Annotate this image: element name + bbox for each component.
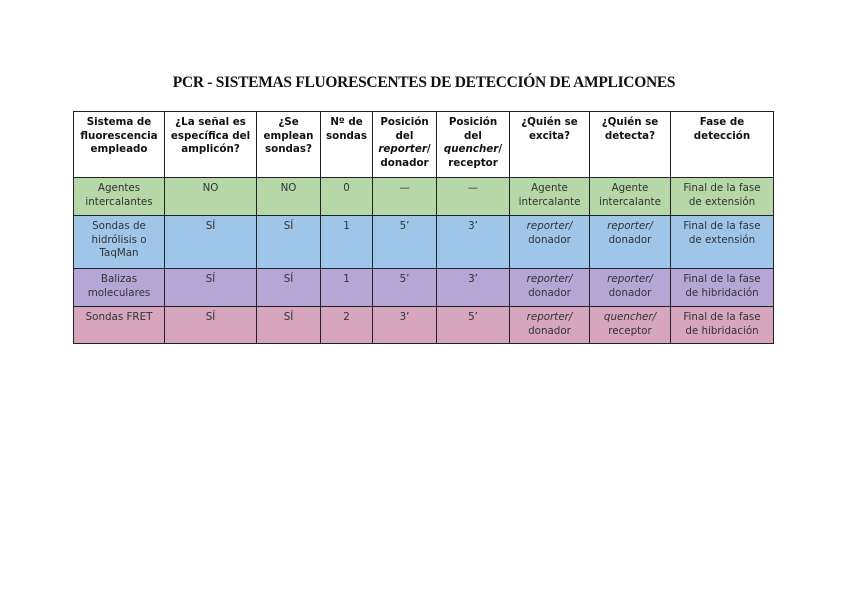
cell-text: de hibridación	[685, 324, 759, 337]
table-cell	[437, 178, 510, 216]
table-cell	[165, 307, 257, 344]
cell-text: hidrólisis o	[91, 233, 147, 246]
cell-text: sondas	[326, 129, 367, 142]
cell-text: ¿Se	[278, 116, 299, 128]
cell-text: intercalantes	[85, 195, 153, 208]
column-header	[373, 112, 437, 178]
table-cell	[165, 269, 257, 307]
column-header	[437, 112, 510, 178]
table-cell	[510, 307, 590, 344]
cell-text: excita?	[528, 129, 571, 142]
cell-text: receptor	[608, 324, 652, 337]
table-cell	[321, 269, 373, 307]
cell-text: moleculares	[87, 286, 151, 299]
cell-text: Posición	[380, 116, 429, 128]
document-title: PCR - SISTEMAS FLUORESCENTES DE DETECCIÓN DE AMPLICONES	[172, 74, 676, 91]
cell-text: reporter/	[526, 273, 573, 285]
cell-text: SÍ	[283, 220, 294, 232]
table-row	[74, 178, 774, 216]
cell-text: donador	[528, 324, 571, 337]
table-header-row	[74, 112, 774, 178]
cell-text: SÍ	[205, 273, 216, 285]
table-cell	[590, 269, 671, 307]
cell-text: donador	[528, 233, 571, 246]
table-cell	[74, 269, 165, 307]
cell-text: específica del	[170, 129, 251, 142]
table-cell	[373, 216, 437, 269]
cell-text: NO	[202, 182, 219, 194]
cell-text: —	[467, 182, 479, 194]
table-cell	[671, 307, 774, 344]
column-header	[165, 112, 257, 178]
cell-text: de extensión	[688, 233, 756, 246]
cell-text: de hibridación	[685, 286, 759, 299]
table-cell	[671, 269, 774, 307]
cell-text: Agente	[611, 182, 649, 194]
table-cell	[321, 216, 373, 269]
table-cell	[257, 269, 321, 307]
table-cell	[510, 216, 590, 269]
table-cell	[590, 307, 671, 344]
table-cell	[321, 178, 373, 216]
cell-text: reporter/	[607, 220, 653, 232]
cell-text: ¿Quién se	[601, 116, 659, 128]
table-cell	[437, 269, 510, 307]
column-header	[74, 112, 165, 178]
cell-text: NO	[280, 182, 297, 194]
cell-text: detecta?	[604, 129, 656, 142]
cell-text: Posición	[448, 116, 498, 128]
cell-text: 3’	[468, 273, 478, 285]
cell-text: Agente	[531, 182, 568, 194]
column-header	[257, 112, 321, 178]
cell-text: del	[464, 129, 482, 142]
cell-text: receptor	[448, 156, 498, 169]
column-header	[510, 112, 590, 178]
cell-text: de extensión	[688, 195, 756, 208]
cell-text: 1	[343, 220, 350, 232]
cell-text: Balizas	[100, 273, 138, 285]
cell-text: SÍ	[205, 311, 216, 323]
cell-text: reporter	[378, 143, 427, 155]
cell-text: SÍ	[205, 220, 216, 232]
cell-text: donador	[608, 233, 652, 246]
cell-text: reporter/	[526, 311, 573, 323]
cell-text: Final de la fase	[683, 182, 761, 194]
cell-text: donador	[380, 156, 429, 169]
table-cell	[671, 216, 774, 269]
cell-text: Fase de	[699, 116, 745, 128]
cell-text: reporter/	[607, 273, 653, 285]
cell-text: /	[498, 143, 503, 155]
cell-text: donador	[528, 286, 571, 299]
table-cell	[590, 178, 671, 216]
cell-text: del	[395, 129, 414, 142]
cell-text: 3’	[468, 220, 478, 232]
cell-text: Final de la fase	[683, 220, 761, 232]
table-cell	[74, 216, 165, 269]
table-cell	[373, 307, 437, 344]
table-row	[74, 307, 774, 344]
cell-text: Final de la fase	[683, 273, 761, 285]
cell-text: quencher	[443, 143, 499, 155]
cell-text: Final de la fase	[683, 311, 761, 323]
table-row	[74, 216, 774, 269]
cell-text: intercalante	[599, 195, 661, 208]
table-cell	[510, 269, 590, 307]
cell-text: intercalante	[518, 195, 581, 208]
table-cell	[74, 307, 165, 344]
cell-text: empleado	[90, 143, 148, 155]
table-cell	[257, 216, 321, 269]
cell-text: sondas?	[265, 143, 312, 155]
cell-text: emplean	[263, 129, 314, 142]
table-cell	[321, 307, 373, 344]
cell-text: Sondas de	[92, 220, 146, 232]
cell-text: 5’	[468, 311, 478, 323]
cell-text: 5’	[399, 273, 410, 285]
cell-text: ¿Quién se	[521, 116, 578, 128]
cell-text: —	[399, 182, 410, 194]
fluorescence-systems-table	[73, 111, 774, 344]
column-header	[590, 112, 671, 178]
cell-text: ¿La señal es	[175, 116, 246, 128]
cell-text: reporter/	[526, 220, 573, 232]
table-cell	[437, 216, 510, 269]
table-cell	[373, 269, 437, 307]
table-cell	[165, 216, 257, 269]
column-header	[671, 112, 774, 178]
cell-text: 5’	[399, 220, 410, 232]
cell-text: 3’	[399, 311, 410, 323]
column-header	[321, 112, 373, 178]
table-cell	[437, 307, 510, 344]
cell-text: Sondas FRET	[85, 311, 153, 323]
table-cell	[590, 216, 671, 269]
cell-text: amplicón?	[181, 143, 240, 155]
table-cell	[257, 307, 321, 344]
cell-text: Agentes	[97, 182, 141, 194]
cell-text: /	[426, 143, 431, 155]
cell-text: 2	[343, 311, 350, 323]
table-row	[74, 269, 774, 307]
table-cell	[671, 178, 774, 216]
cell-text: 0	[343, 182, 350, 194]
cell-text: SÍ	[283, 273, 294, 285]
cell-text: SÍ	[283, 311, 294, 323]
cell-text: Sistema de	[86, 116, 152, 128]
table-cell	[74, 178, 165, 216]
cell-text: quencher/	[603, 311, 657, 323]
cell-text: Nº de	[330, 116, 363, 128]
cell-text: detección	[693, 129, 751, 142]
cell-text: donador	[608, 286, 652, 299]
cell-text: 1	[343, 273, 350, 285]
table-cell	[165, 178, 257, 216]
cell-text: fluorescencia	[80, 129, 158, 142]
table-cell	[257, 178, 321, 216]
cell-text: TaqMan	[99, 247, 139, 259]
table-cell	[373, 178, 437, 216]
table-cell	[510, 178, 590, 216]
